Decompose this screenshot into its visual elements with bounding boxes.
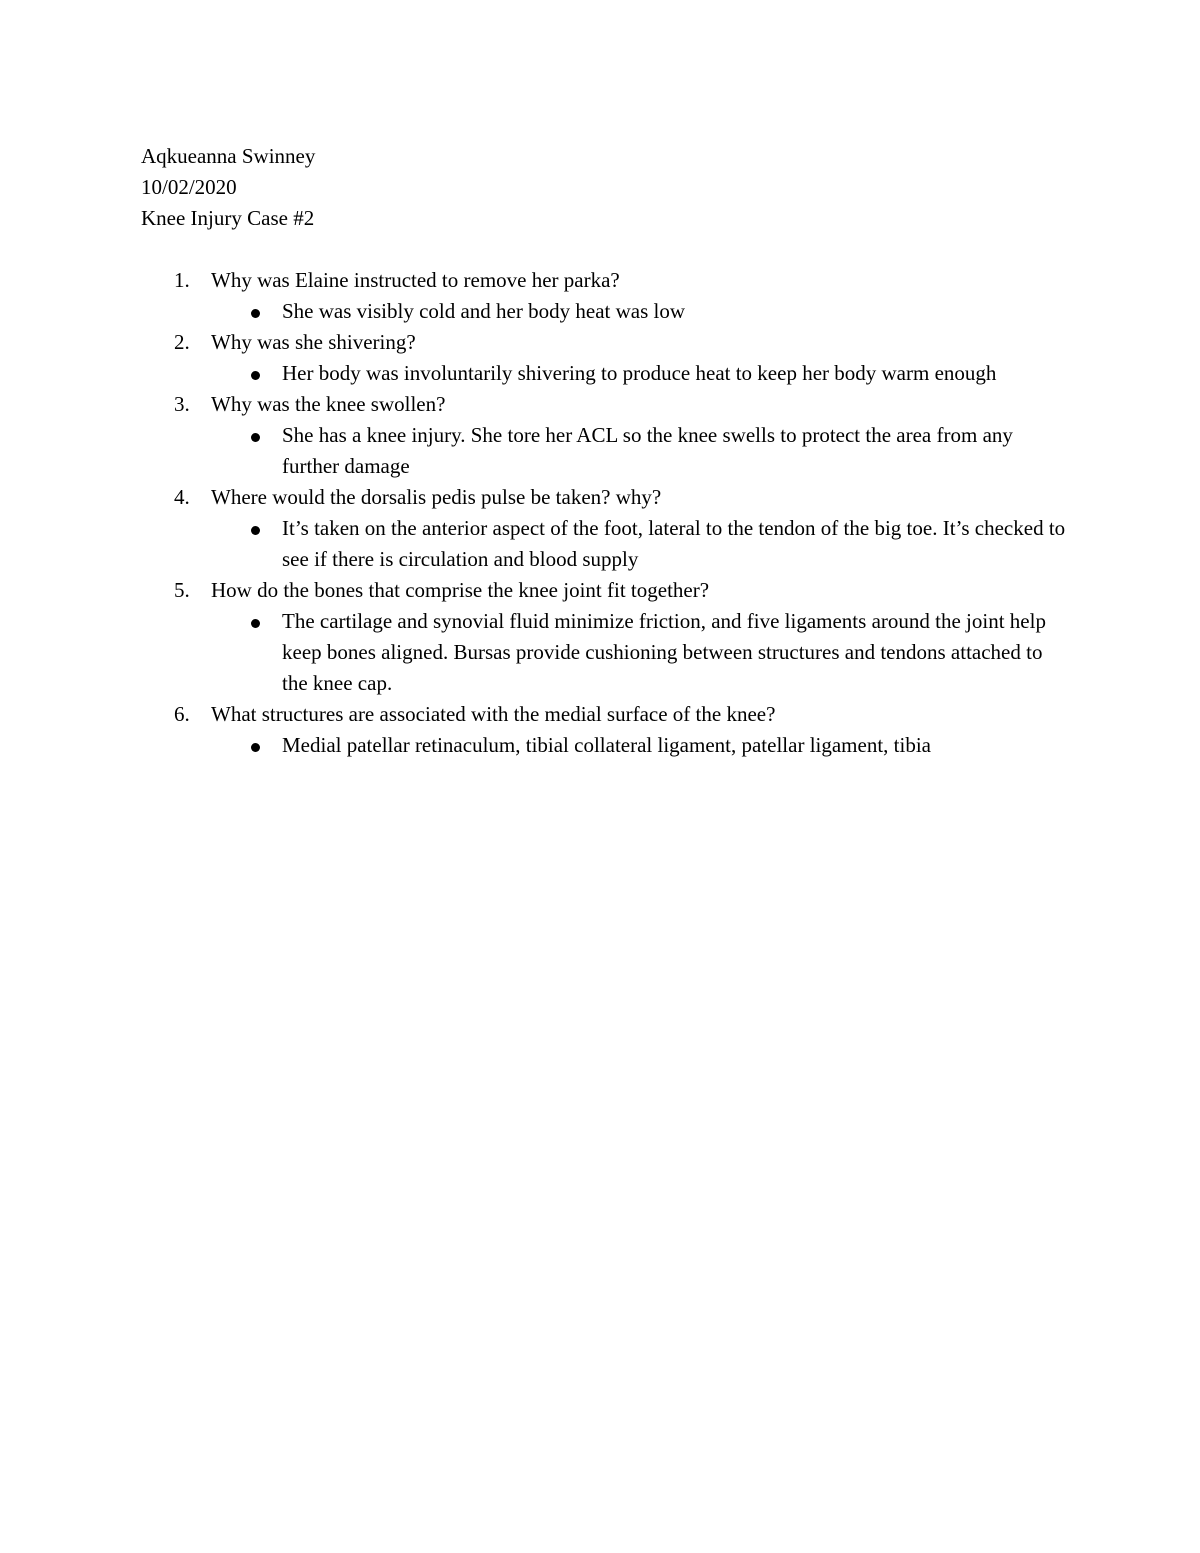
answer-row — [141, 606, 1071, 699]
answer-row — [141, 296, 1071, 327]
answer-row — [141, 513, 1071, 575]
question-item-4 — [141, 482, 1071, 575]
question-text: Where would the dorsalis pedis pulse be taken? why? — [211, 485, 662, 509]
question-number: 2. — [174, 330, 190, 354]
document-title: Knee Injury Case #2 — [141, 206, 315, 230]
document-date: 10/02/2020 — [141, 175, 237, 199]
answer-row — [141, 730, 1071, 761]
question-text: Why was she shivering? — [211, 330, 416, 354]
question-text: Why was Elaine instructed to remove her parka? — [211, 268, 620, 292]
question-item-2 — [141, 327, 1071, 389]
question-text: How do the bones that comprise the knee joint fit together? — [211, 578, 710, 602]
question-item-5 — [141, 575, 1071, 699]
question-row — [141, 389, 1071, 420]
answer-text: Her body was involuntarily shivering to produce heat to keep her body warm enough — [282, 361, 997, 385]
question-item-3 — [141, 389, 1071, 482]
answer-text: She has a knee injury. She tore her ACL so the knee swells to protect the area from any further damage — [282, 423, 1013, 478]
bullet-icon — [251, 309, 260, 318]
answer-text: Medial patellar retinaculum, tibial collateral ligament, patellar ligament, tibia — [282, 733, 932, 757]
question-row — [141, 575, 1071, 606]
question-number: 1. — [174, 268, 190, 292]
question-number: 5. — [174, 578, 190, 602]
document-header — [141, 141, 315, 234]
answer-text: It’s taken on the anterior aspect of the foot, lateral to the tendon of the big toe. It’s checked to see if there is circulation and blood supply — [282, 516, 1066, 571]
bullet-icon — [251, 371, 260, 380]
question-number: 6. — [174, 702, 190, 726]
answer-row — [141, 358, 1071, 389]
bullet-icon — [251, 619, 260, 628]
question-row — [141, 327, 1071, 358]
question-row — [141, 265, 1071, 296]
question-row — [141, 482, 1071, 513]
question-list — [141, 265, 1071, 761]
question-text: What structures are associated with the medial surface of the knee? — [211, 702, 776, 726]
answer-row — [141, 420, 1071, 482]
question-item-1 — [141, 265, 1071, 327]
question-item-6 — [141, 699, 1071, 761]
question-number: 3. — [174, 392, 190, 416]
answer-text: The cartilage and synovial fluid minimize friction, and five ligaments around the joint help keep bones aligned. Bursas provide cushioning between structures and tendons attached to the knee cap. — [282, 609, 1046, 695]
question-text: Why was the knee swollen? — [211, 392, 446, 416]
question-number: 4. — [174, 485, 190, 509]
bullet-icon — [251, 743, 260, 752]
answer-text: She was visibly cold and her body heat was low — [282, 299, 686, 323]
bullet-icon — [251, 433, 260, 442]
bullet-icon — [251, 526, 260, 535]
author-name: Aqkueanna Swinney — [141, 144, 316, 168]
question-row — [141, 699, 1071, 730]
